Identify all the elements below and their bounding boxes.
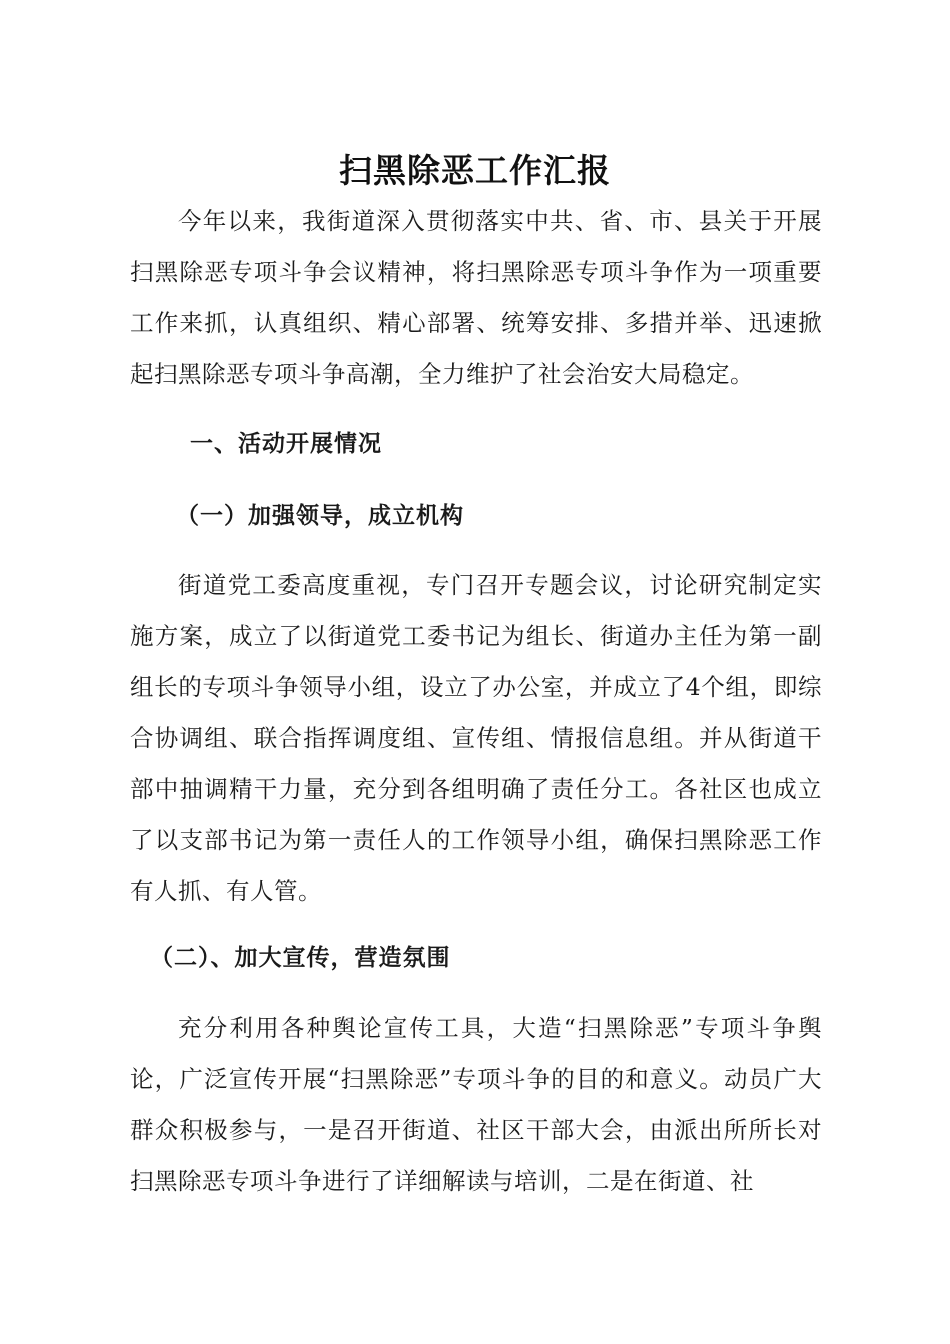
subsection-heading-publicity: （二）、加大宣传，营造氛围: [150, 945, 451, 971]
subsection-heading-leadership: （一）加强领导，成立机构: [176, 503, 464, 529]
intro-paragraph: 今年以来，我街道深入贯彻落实中共、省、市、县关于开展扫黑除恶专项斗争会议精神，将扫黑除恶专项斗争作为一项重要工作来抓，认真组织、精心部署、统筹安排、多措并举、迅速掀起扫黑除恶专项斗争高潮，全力维护了社会治安大局稳定。: [130, 207, 822, 388]
leadership-paragraph: 街道党工委高度重视，专门召开专题会议，讨论研究制定实施方案，成立了以街道党工委书记为组长、街道办主任为第一副组长的专项斗争领导小组，设立了办公室，并成立了4个组，即综合协调组、联合指挥调度组、宣传组、情报信息组。并从街道干部中抽调精干力量，充分到各组明确了责任分工。各社区也成立了以支部书记为第一责任人的工作领导小组，确保扫黑除恶工作有人抓、有人管。: [130, 571, 822, 905]
section-heading-activities: 一、活动开展情况: [190, 431, 382, 457]
document-title: 扫黑除恶工作汇报: [339, 151, 611, 191]
publicity-paragraph: 充分利用各种舆论宣传工具，大造“扫黑除恶”专项斗争舆论，广泛宣传开展“扫黑除恶”专项斗争的目的和意义。动员广大群众积极参与，一是召开街道、社区干部大会，由派出所所长对扫黑除恶专项斗争进行了详细解读与培训，二是在街道、社: [130, 1014, 822, 1195]
